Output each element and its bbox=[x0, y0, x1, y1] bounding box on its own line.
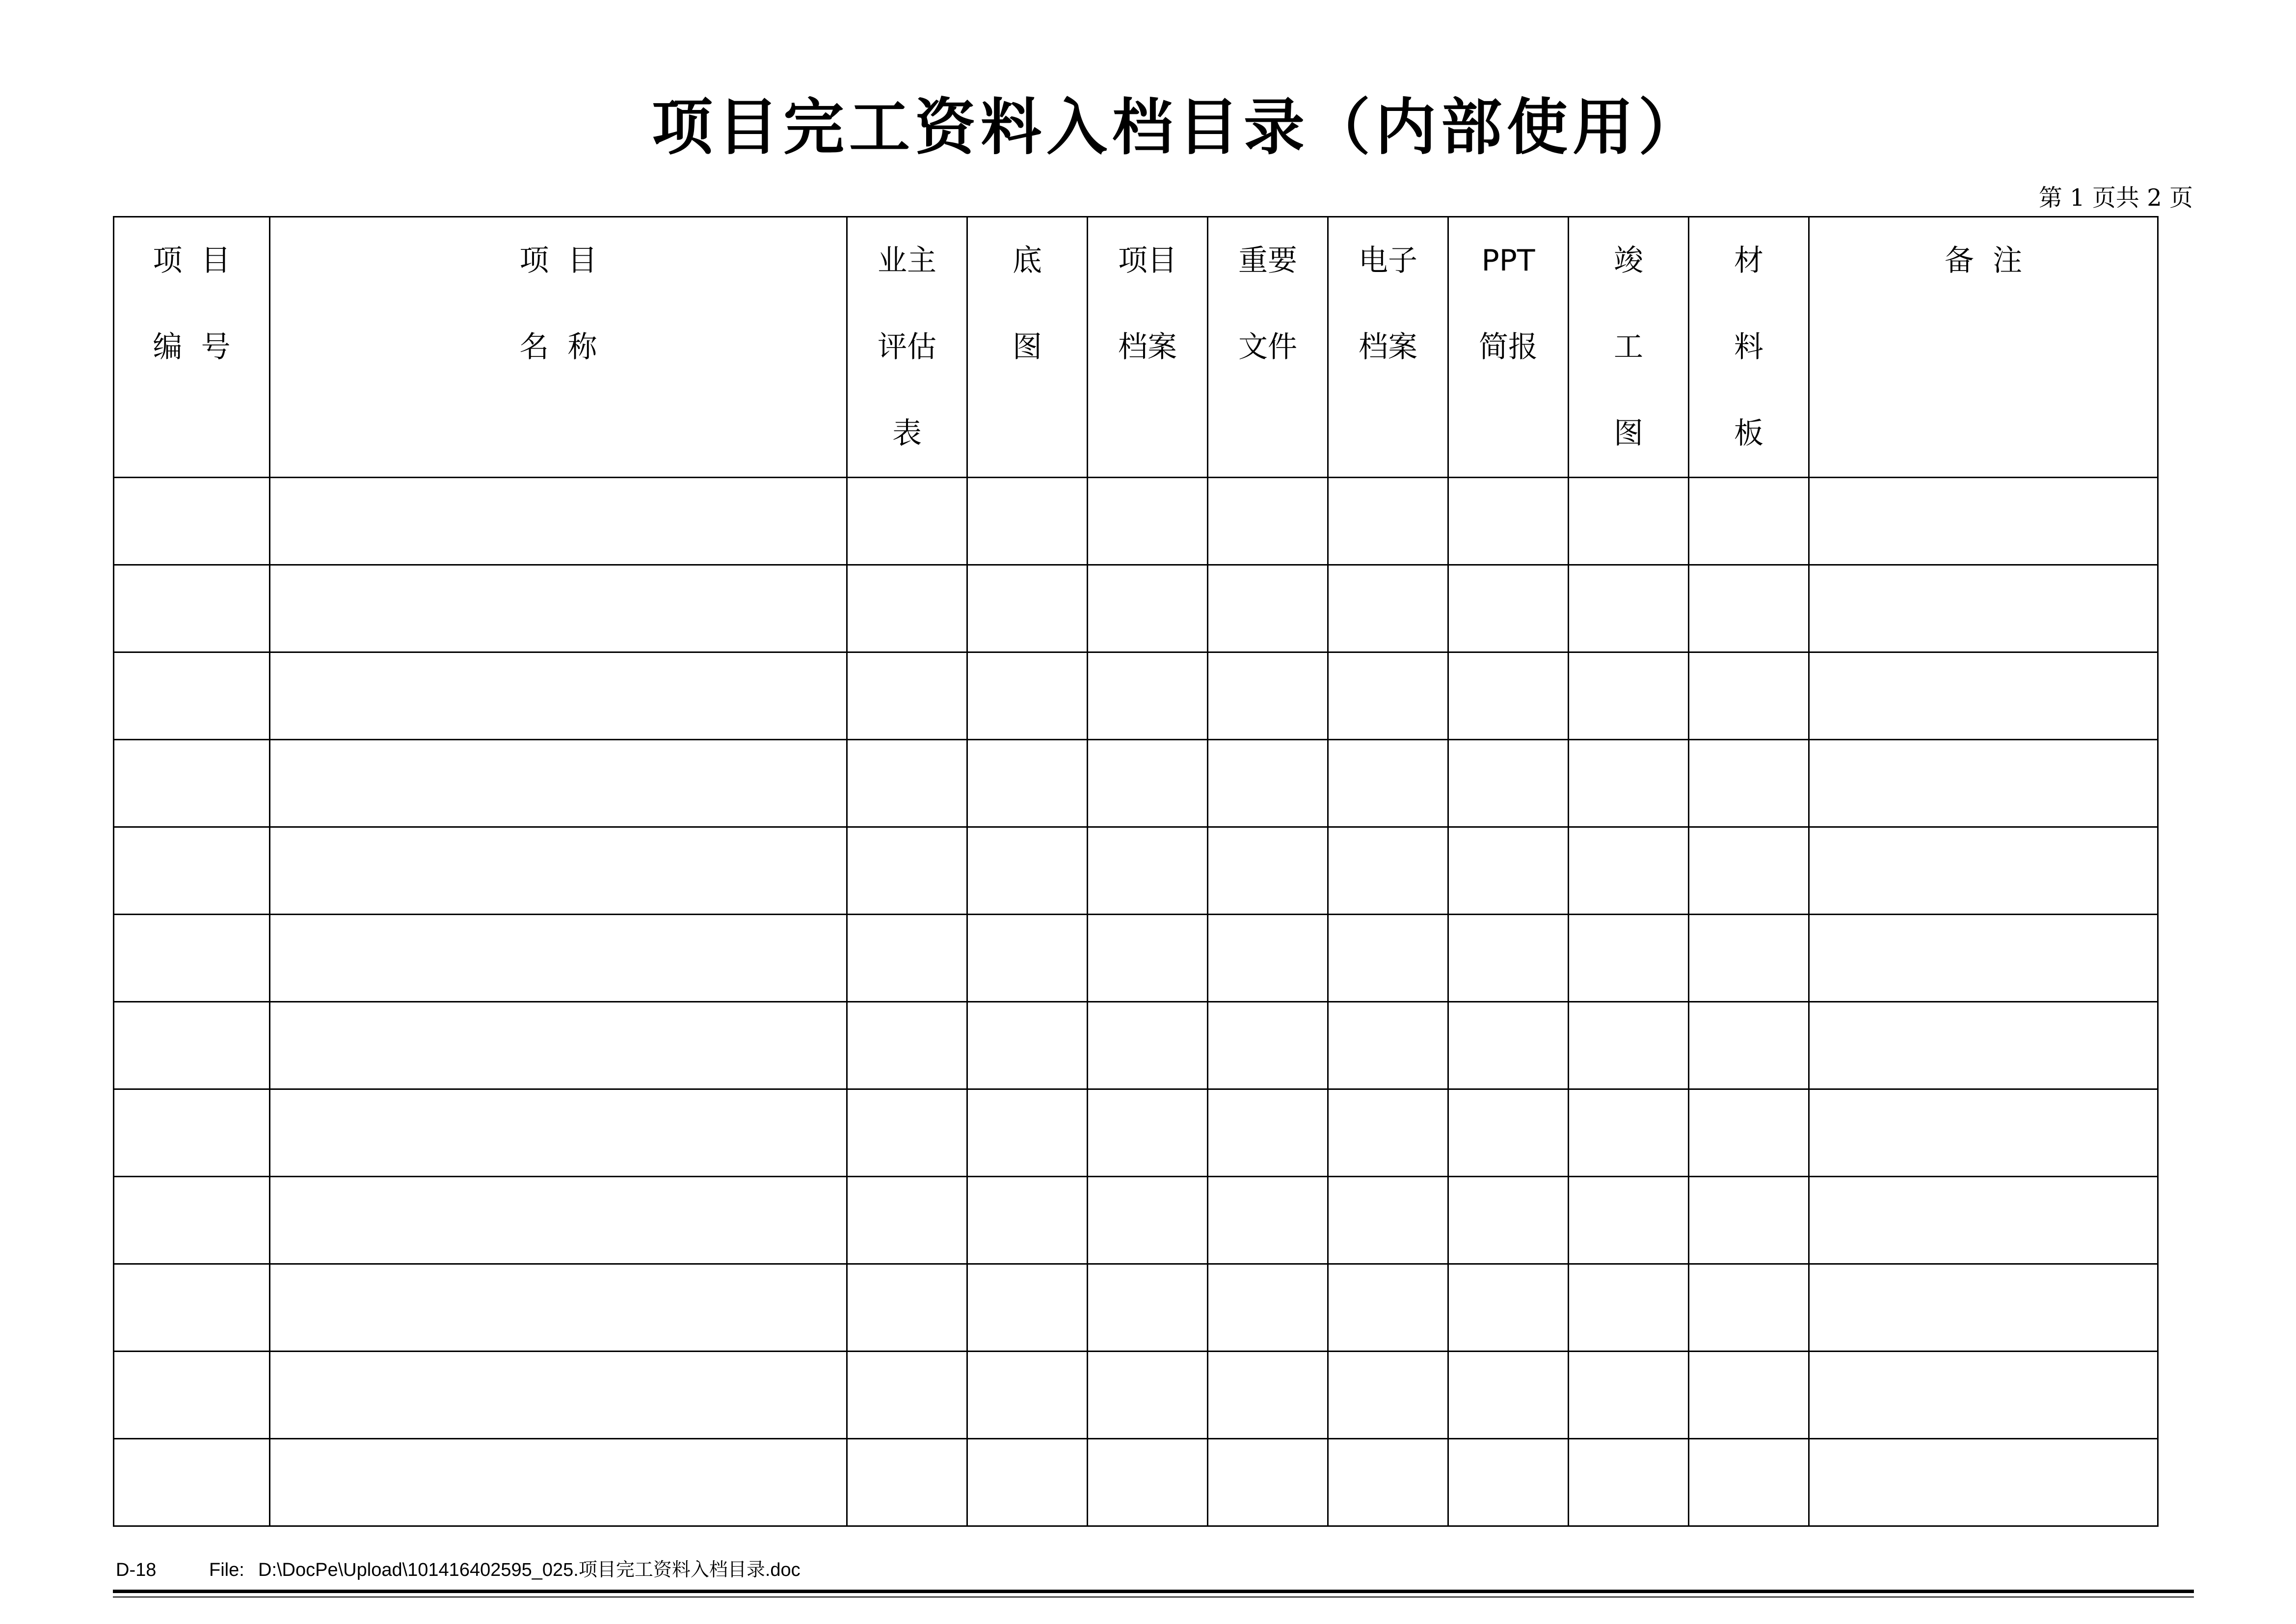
table-header-row bbox=[114, 217, 2158, 478]
table-cell-project-number bbox=[114, 1089, 270, 1177]
table-cell-as-built-drawing bbox=[1569, 1177, 1689, 1264]
table-cell-remarks bbox=[1809, 1089, 2158, 1177]
table-cell-owner-evaluation bbox=[847, 915, 967, 1002]
table-cell-material-board bbox=[1689, 1264, 1809, 1352]
table-cell-project-archive bbox=[1088, 827, 1208, 915]
table-row bbox=[114, 827, 2158, 915]
table-cell-project-name bbox=[270, 1439, 847, 1526]
table-cell-as-built-drawing bbox=[1569, 740, 1689, 827]
table-cell-base-map bbox=[967, 652, 1088, 740]
page-footer bbox=[116, 1554, 801, 1581]
header-project-name bbox=[270, 217, 847, 478]
table-cell-material-board bbox=[1689, 1352, 1809, 1439]
header-project-archive bbox=[1088, 217, 1208, 478]
table-cell-project-number bbox=[114, 1439, 270, 1526]
table-cell-ppt-brief bbox=[1448, 1264, 1569, 1352]
table-cell-base-map bbox=[967, 827, 1088, 915]
header-base-map bbox=[967, 217, 1088, 478]
header-line: 重要 bbox=[1238, 244, 1297, 278]
table-cell-ppt-brief bbox=[1448, 1089, 1569, 1177]
table-cell-as-built-drawing bbox=[1569, 1352, 1689, 1439]
table-cell-owner-evaluation bbox=[847, 1264, 967, 1352]
table-body bbox=[114, 478, 2158, 1526]
table-cell-project-number bbox=[114, 915, 270, 1002]
table-cell-material-board bbox=[1689, 565, 1809, 652]
table-cell-remarks bbox=[1809, 1439, 2158, 1526]
table-cell-remarks bbox=[1809, 478, 2158, 565]
table-cell-electronic-archive bbox=[1328, 652, 1448, 740]
table-cell-as-built-drawing bbox=[1569, 1439, 1689, 1526]
table-cell-material-board bbox=[1689, 740, 1809, 827]
table-cell-project-number bbox=[114, 1177, 270, 1264]
table-cell-owner-evaluation bbox=[847, 478, 967, 565]
table-cell-electronic-archive bbox=[1328, 1177, 1448, 1264]
table-cell-as-built-drawing bbox=[1569, 1264, 1689, 1352]
table-cell-owner-evaluation bbox=[847, 1177, 967, 1264]
table-cell-electronic-archive bbox=[1328, 915, 1448, 1002]
table-cell-project-number bbox=[114, 740, 270, 827]
table-cell-important-files bbox=[1208, 652, 1328, 740]
table-cell-project-number bbox=[114, 1352, 270, 1439]
table-cell-remarks bbox=[1809, 1002, 2158, 1089]
header-remarks bbox=[1809, 217, 2158, 478]
table-cell-project-number bbox=[114, 478, 270, 565]
table-cell-project-archive bbox=[1088, 1089, 1208, 1177]
table-cell-important-files bbox=[1208, 565, 1328, 652]
footer-code: D-18 bbox=[116, 1560, 157, 1580]
header-line: 材 bbox=[1734, 244, 1763, 278]
table-row bbox=[114, 1352, 2158, 1439]
table-cell-project-number bbox=[114, 652, 270, 740]
header-line: 编 号 bbox=[153, 330, 231, 364]
header-line: PPT bbox=[1481, 244, 1535, 278]
table-cell-project-archive bbox=[1088, 652, 1208, 740]
table-cell-project-name bbox=[270, 827, 847, 915]
header-project-number bbox=[114, 217, 270, 478]
table-cell-electronic-archive bbox=[1328, 1264, 1448, 1352]
table-cell-material-board bbox=[1689, 478, 1809, 565]
table-cell-remarks bbox=[1809, 652, 2158, 740]
footer-rule-thick bbox=[113, 1590, 2194, 1593]
table-cell-material-board bbox=[1689, 1177, 1809, 1264]
header-line: 档案 bbox=[1118, 330, 1177, 364]
header-line: 备 注 bbox=[1944, 244, 2023, 278]
table-cell-material-board bbox=[1689, 652, 1809, 740]
table-cell-project-name bbox=[270, 915, 847, 1002]
table-row bbox=[114, 565, 2158, 652]
table-cell-project-archive bbox=[1088, 1002, 1208, 1089]
table-cell-owner-evaluation bbox=[847, 740, 967, 827]
table-cell-electronic-archive bbox=[1328, 565, 1448, 652]
table-cell-electronic-archive bbox=[1328, 1002, 1448, 1089]
table-cell-base-map bbox=[967, 740, 1088, 827]
header-line: 业主 bbox=[878, 244, 936, 278]
table-cell-remarks bbox=[1809, 1177, 2158, 1264]
table-cell-project-name bbox=[270, 1352, 847, 1439]
header-line: 名 称 bbox=[519, 330, 597, 364]
header-line: 图 bbox=[1013, 330, 1042, 364]
header-line: 料 bbox=[1734, 330, 1763, 364]
header-line: 图 bbox=[1614, 416, 1643, 451]
table-cell-as-built-drawing bbox=[1569, 1089, 1689, 1177]
table-cell-as-built-drawing bbox=[1569, 478, 1689, 565]
table-row bbox=[114, 1089, 2158, 1177]
header-line: 工 bbox=[1614, 330, 1643, 364]
table-cell-as-built-drawing bbox=[1569, 565, 1689, 652]
header-line: 文件 bbox=[1238, 330, 1297, 364]
header-as-built-drawing bbox=[1569, 217, 1689, 478]
table-cell-owner-evaluation bbox=[847, 1002, 967, 1089]
table-cell-owner-evaluation bbox=[847, 1439, 967, 1526]
header-line: 底 bbox=[1013, 244, 1042, 278]
table-cell-as-built-drawing bbox=[1569, 915, 1689, 1002]
table-cell-base-map bbox=[967, 1439, 1088, 1526]
table-cell-project-name bbox=[270, 1089, 847, 1177]
table-cell-base-map bbox=[967, 1089, 1088, 1177]
table-cell-ppt-brief bbox=[1448, 740, 1569, 827]
table-cell-as-built-drawing bbox=[1569, 827, 1689, 915]
header-line: 评估 bbox=[878, 330, 936, 364]
table-cell-important-files bbox=[1208, 1002, 1328, 1089]
table-cell-project-name bbox=[270, 478, 847, 565]
table-cell-electronic-archive bbox=[1328, 740, 1448, 827]
table-cell-ppt-brief bbox=[1448, 1439, 1569, 1526]
table-cell-project-archive bbox=[1088, 1352, 1208, 1439]
archive-catalog-table bbox=[113, 216, 2159, 1527]
table-cell-electronic-archive bbox=[1328, 1089, 1448, 1177]
table-cell-ppt-brief bbox=[1448, 1002, 1569, 1089]
table-cell-remarks bbox=[1809, 1352, 2158, 1439]
table-cell-base-map bbox=[967, 915, 1088, 1002]
header-owner-evaluation bbox=[847, 217, 967, 478]
table-cell-as-built-drawing bbox=[1569, 652, 1689, 740]
table-cell-owner-evaluation bbox=[847, 1089, 967, 1177]
table-cell-ppt-brief bbox=[1448, 565, 1569, 652]
table-cell-project-name bbox=[270, 740, 847, 827]
table-cell-remarks bbox=[1809, 1264, 2158, 1352]
table-cell-project-name bbox=[270, 565, 847, 652]
table-cell-project-number bbox=[114, 1002, 270, 1089]
table-cell-project-name bbox=[270, 1264, 847, 1352]
table-cell-ppt-brief bbox=[1448, 1352, 1569, 1439]
table-cell-project-archive bbox=[1088, 1177, 1208, 1264]
table-row bbox=[114, 1177, 2158, 1264]
header-line: 档案 bbox=[1359, 330, 1417, 364]
table-cell-remarks bbox=[1809, 740, 2158, 827]
table-cell-project-number bbox=[114, 827, 270, 915]
header-line: 竣 bbox=[1614, 244, 1643, 278]
footer-file-label: File: bbox=[209, 1560, 244, 1580]
table-cell-project-name bbox=[270, 1177, 847, 1264]
table-cell-owner-evaluation bbox=[847, 827, 967, 915]
table-cell-project-archive bbox=[1088, 740, 1208, 827]
header-line: 项 目 bbox=[519, 244, 597, 278]
table-cell-project-name bbox=[270, 1002, 847, 1089]
table-row bbox=[114, 740, 2158, 827]
table-cell-electronic-archive bbox=[1328, 478, 1448, 565]
table-cell-remarks bbox=[1809, 827, 2158, 915]
table-row bbox=[114, 478, 2158, 565]
header-material-board bbox=[1689, 217, 1809, 478]
footer-file-path: D:\DocPe\Upload\101416402595_025.项目完工资料入档目录.doc bbox=[258, 1560, 801, 1580]
page-indicator: 第 1 页共 2 页 bbox=[2038, 184, 2193, 212]
table-cell-base-map bbox=[967, 1177, 1088, 1264]
table-cell-base-map bbox=[967, 1352, 1088, 1439]
document-title: 项目完工资料入档目录（内部使用） bbox=[651, 92, 1704, 163]
table-row bbox=[114, 1439, 2158, 1526]
table-cell-material-board bbox=[1689, 915, 1809, 1002]
table-cell-important-files bbox=[1208, 915, 1328, 1002]
header-line: 电子 bbox=[1359, 244, 1417, 278]
header-important-files bbox=[1208, 217, 1328, 478]
table-cell-base-map bbox=[967, 1264, 1088, 1352]
table-cell-project-archive bbox=[1088, 915, 1208, 1002]
table-cell-project-number bbox=[114, 1264, 270, 1352]
table-cell-material-board bbox=[1689, 1002, 1809, 1089]
table-cell-ppt-brief bbox=[1448, 652, 1569, 740]
header-ppt-brief bbox=[1448, 217, 1569, 478]
table-cell-base-map bbox=[967, 1002, 1088, 1089]
table-cell-important-files bbox=[1208, 1089, 1328, 1177]
table-cell-remarks bbox=[1809, 915, 2158, 1002]
header-line: 简报 bbox=[1479, 330, 1538, 364]
table-cell-project-number bbox=[114, 565, 270, 652]
table-row bbox=[114, 652, 2158, 740]
table-cell-project-archive bbox=[1088, 478, 1208, 565]
table-row bbox=[114, 1002, 2158, 1089]
table-cell-electronic-archive bbox=[1328, 827, 1448, 915]
table-cell-important-files bbox=[1208, 1264, 1328, 1352]
table-cell-project-archive bbox=[1088, 1439, 1208, 1526]
table-cell-owner-evaluation bbox=[847, 565, 967, 652]
table-cell-ppt-brief bbox=[1448, 827, 1569, 915]
table-row bbox=[114, 1264, 2158, 1352]
table-cell-remarks bbox=[1809, 565, 2158, 652]
table-cell-base-map bbox=[967, 478, 1088, 565]
table-cell-important-files bbox=[1208, 1439, 1328, 1526]
table-cell-ppt-brief bbox=[1448, 915, 1569, 1002]
table-cell-electronic-archive bbox=[1328, 1352, 1448, 1439]
table-cell-important-files bbox=[1208, 1177, 1328, 1264]
table-cell-project-archive bbox=[1088, 565, 1208, 652]
table-cell-owner-evaluation bbox=[847, 652, 967, 740]
table-row bbox=[114, 915, 2158, 1002]
table-cell-material-board bbox=[1689, 827, 1809, 915]
table-cell-base-map bbox=[967, 565, 1088, 652]
table-cell-material-board bbox=[1689, 1089, 1809, 1177]
header-electronic-archive bbox=[1328, 217, 1448, 478]
header-line: 项 目 bbox=[153, 244, 231, 278]
table-cell-electronic-archive bbox=[1328, 1439, 1448, 1526]
table-cell-material-board bbox=[1689, 1439, 1809, 1526]
table-cell-important-files bbox=[1208, 478, 1328, 565]
table-cell-important-files bbox=[1208, 827, 1328, 915]
header-line: 表 bbox=[892, 416, 922, 451]
table-cell-ppt-brief bbox=[1448, 478, 1569, 565]
table-cell-important-files bbox=[1208, 740, 1328, 827]
header-line: 项目 bbox=[1118, 244, 1177, 278]
table-cell-owner-evaluation bbox=[847, 1352, 967, 1439]
table-cell-ppt-brief bbox=[1448, 1177, 1569, 1264]
table-cell-project-archive bbox=[1088, 1264, 1208, 1352]
table-cell-as-built-drawing bbox=[1569, 1002, 1689, 1089]
header-line: 板 bbox=[1734, 416, 1763, 451]
table-cell-important-files bbox=[1208, 1352, 1328, 1439]
table-cell-project-name bbox=[270, 652, 847, 740]
